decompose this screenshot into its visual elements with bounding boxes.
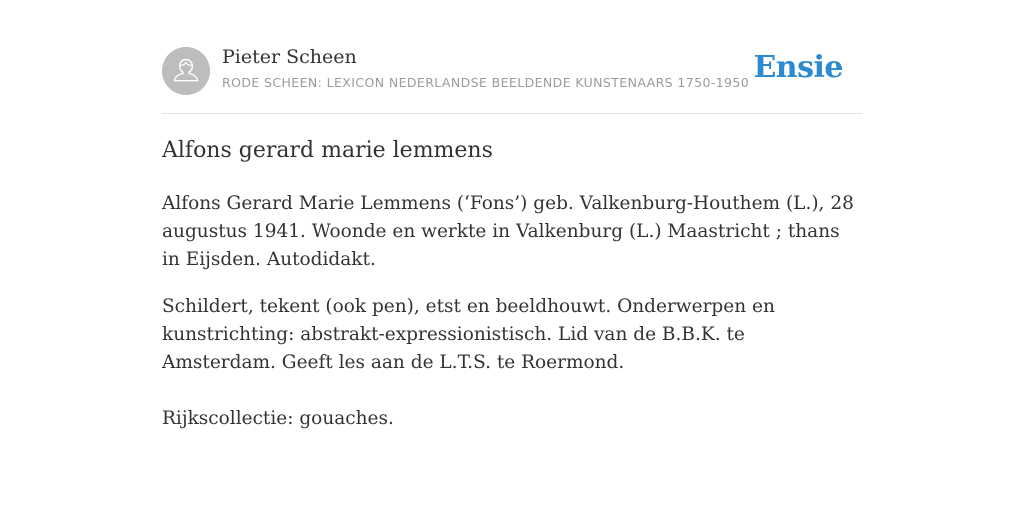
article-paragraph-1: Alfons Gerard Marie Lemmens (‘Fons’) geb. Valkenburg-Houthem (L.), 28 augustus 1941. Woonde en werkte in Valkenburg (L.) Maastricht ; thans in Eijsden. Autodidakt. (162, 193, 854, 270)
author-header (162, 0, 862, 114)
article-paragraph-3: Rijkscollectie: gouaches. (162, 408, 394, 429)
user-avatar-icon[interactable] (162, 47, 210, 95)
article-card (162, 0, 862, 429)
article-paragraph-2: Schildert, tekent (ook pen), etst en beeldhouwt. Onderwerpen en kunstrichting: abstrakt-expressionistisch. Lid van de B.B.K. te Amsterdam. Geeft les aan de L.T.S. te Roermond. (162, 296, 775, 373)
article-title: Alfons gerard marie lemmens (162, 138, 493, 163)
author-name[interactable]: Pieter Scheen (222, 46, 357, 68)
ensie-logo[interactable]: Ensie (753, 50, 843, 85)
source-label[interactable]: RODE SCHEEN: LEXICON NEDERLANDSE BEELDENDE KUNSTENAARS 1750-1950 (222, 75, 750, 90)
